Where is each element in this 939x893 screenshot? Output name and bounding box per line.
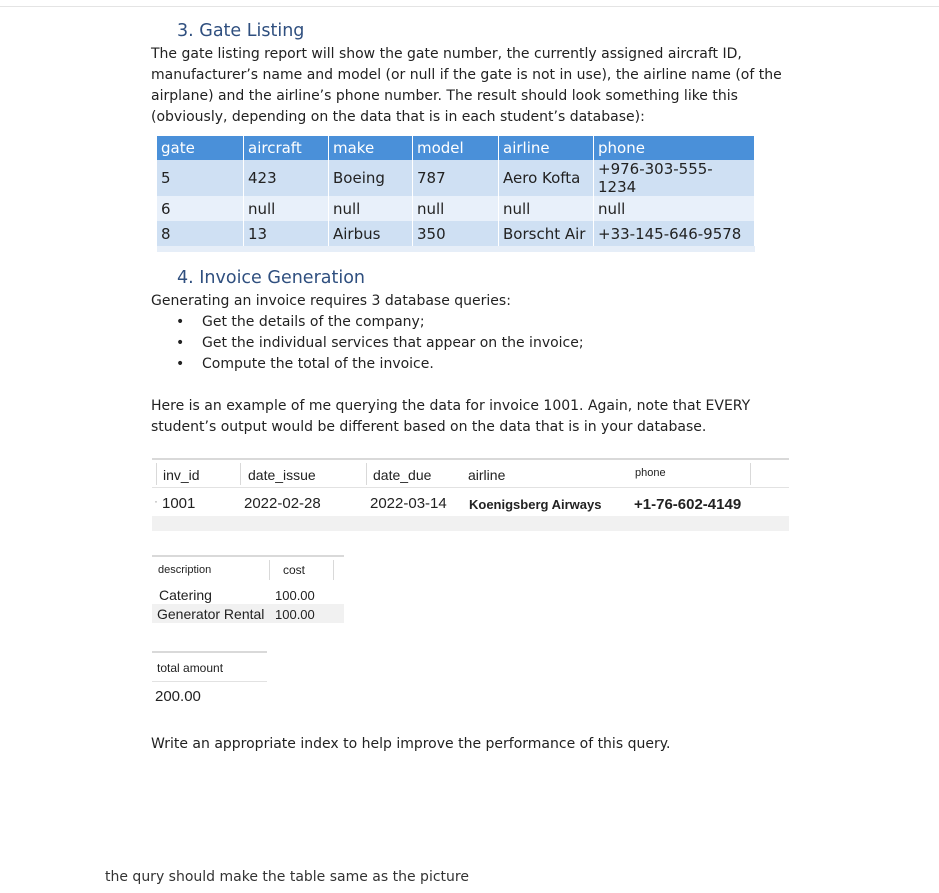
- total-header-divider: [152, 681, 267, 682]
- services-header-cost: cost: [283, 563, 306, 577]
- invoice-cell-inv-id: 1001: [162, 495, 196, 512]
- section-4-heading: 4. Invoice Generation: [177, 268, 366, 288]
- total-table-top-border: [152, 651, 267, 653]
- paragraph-line: airplane) and the airline’s phone number. The result should look something like this: [151, 88, 738, 104]
- services-cell-cost: 100.00: [275, 607, 315, 622]
- example-paragraph: [151, 396, 750, 438]
- list-item: • Get the individual services that appear on the invoice;: [152, 333, 584, 354]
- services-table-top-border: [152, 555, 344, 557]
- paragraph-line: Here is an example of me querying the data for invoice 1001. Again, note that EVERY: [151, 398, 751, 414]
- cell-model: 787: [413, 160, 499, 196]
- total-header: total amount: [157, 661, 224, 675]
- invoice-header-date-due: date_due: [373, 467, 432, 483]
- table-header-row: [157, 136, 754, 160]
- cell-make: null: [329, 196, 413, 221]
- invoice-cell-phone: +1-76-602-4149: [634, 496, 742, 513]
- header-make: make: [329, 136, 413, 160]
- list-item: • Compute the total of the invoice.: [152, 354, 584, 375]
- header-model: model: [413, 136, 499, 160]
- list-item: • Get the details of the company;: [152, 312, 584, 333]
- table-row: [157, 160, 754, 196]
- column-divider: [366, 463, 367, 485]
- table-footer-strip: [157, 246, 755, 252]
- services-cell-description: Catering: [159, 587, 212, 603]
- gate-listing-table-wrapper: [157, 136, 755, 252]
- table-row: [157, 221, 754, 246]
- invoice-cell-date-issue: 2022-02-28: [244, 495, 321, 512]
- cell-model: 350: [413, 221, 499, 246]
- services-cell-description: Generator Rental: [157, 606, 265, 622]
- column-divider: [750, 463, 751, 485]
- paragraph-line: The gate listing report will show the gate number, the currently assigned aircraft ID,: [151, 46, 742, 62]
- bullet-icon: •: [176, 335, 185, 351]
- cell-aircraft: 423: [244, 160, 329, 196]
- cell-aircraft: 13: [244, 221, 329, 246]
- cell-aircraft: null: [244, 196, 329, 221]
- table-row: [157, 196, 754, 221]
- paragraph-line: manufacturer’s name and model (or null if the gate is not in use), the airline name (of the: [151, 67, 782, 83]
- invoice-cell-airline: Koenigsberg Airways: [469, 497, 602, 512]
- services-header-description: description: [158, 564, 212, 576]
- bullet-icon: •: [176, 314, 185, 330]
- cell-model: null: [413, 196, 499, 221]
- invoice-header-phone: phone: [635, 467, 666, 479]
- instruction-text: Write an appropriate index to help improve the performance of this query.: [151, 736, 671, 752]
- row-marker-icon: ·: [154, 494, 158, 508]
- total-value: 200.00: [155, 688, 201, 705]
- services-cell-cost: 100.00: [275, 588, 315, 603]
- header-airline: airline: [499, 136, 594, 160]
- bullet-icon: •: [176, 356, 185, 372]
- cell-airline: null: [499, 196, 594, 221]
- header-phone: phone: [594, 136, 755, 160]
- cell-gate: 5: [157, 160, 244, 196]
- user-note: the qury should make the table same as the picture: [105, 869, 469, 885]
- paragraph-line: student’s output would be different based on the data that is in your database.: [151, 419, 707, 435]
- cell-phone: null: [594, 196, 755, 221]
- invoice-header-divider: [152, 487, 789, 488]
- section-3-paragraph: [151, 44, 791, 128]
- header-aircraft: aircraft: [244, 136, 329, 160]
- invoice-row-shading: [152, 516, 789, 531]
- invoice-table-top-border: [152, 458, 789, 460]
- invoice-header-inv-id: inv_id: [163, 467, 200, 483]
- column-divider: [333, 560, 334, 580]
- header-gate: gate: [157, 136, 244, 160]
- query-steps-list: [152, 312, 584, 375]
- cell-phone: +33-145-646-9578: [594, 221, 755, 246]
- column-divider: [269, 560, 270, 580]
- cell-gate: 8: [157, 221, 244, 246]
- top-divider: [0, 6, 939, 7]
- gate-listing-table: [157, 136, 754, 246]
- cell-make: Boeing: [329, 160, 413, 196]
- cell-airline: Aero Kofta: [499, 160, 594, 196]
- cell-gate: 6: [157, 196, 244, 221]
- column-divider: [156, 463, 157, 485]
- invoice-cell-date-due: 2022-03-14: [370, 495, 447, 512]
- invoice-header-airline: airline: [468, 467, 506, 483]
- section-4-intro: Generating an invoice requires 3 database queries:: [151, 293, 511, 309]
- section-3-heading: 3. Gate Listing: [177, 21, 305, 41]
- cell-airline: Borscht Air: [499, 221, 594, 246]
- cell-make: Airbus: [329, 221, 413, 246]
- column-divider: [240, 463, 241, 485]
- invoice-header-date-issue: date_issue: [248, 467, 316, 483]
- paragraph-line: (obviously, depending on the data that is in each student’s database):: [151, 109, 645, 125]
- cell-phone: +976-303-555-1234: [594, 160, 755, 196]
